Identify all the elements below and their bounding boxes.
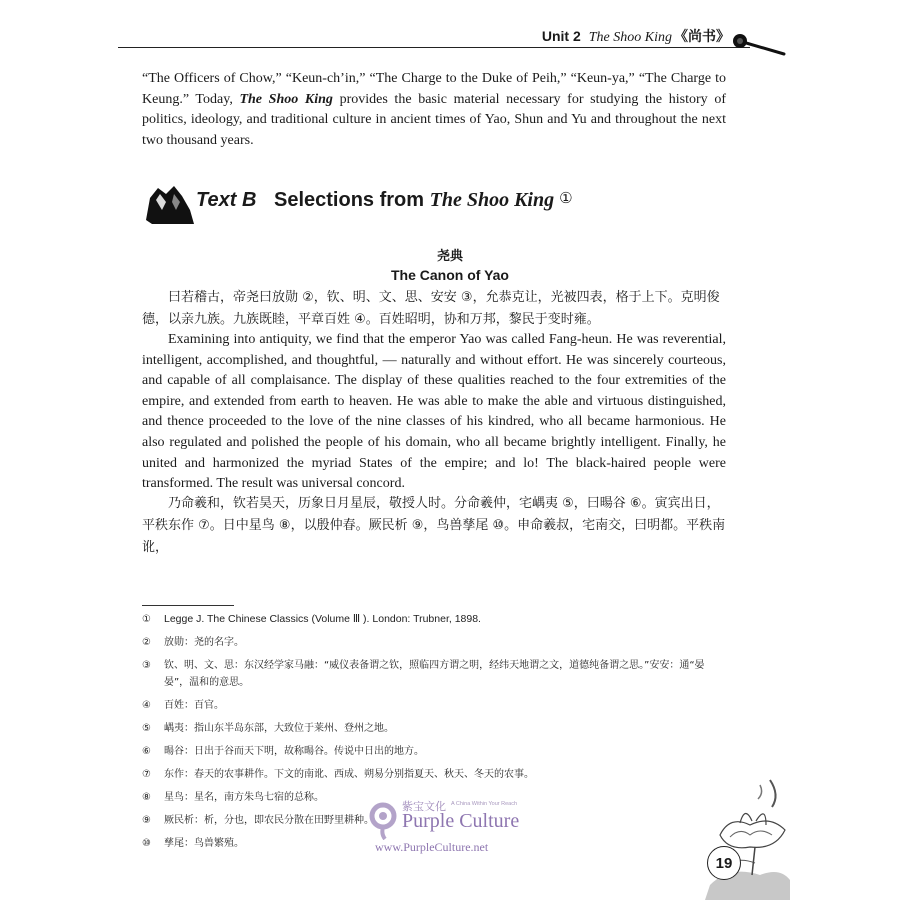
footnote-item: ③ 钦、明、文、思：东汉经学家马融：“威仪表备谓之钦，照临四方谓之明，经纬天地谓之文，道德纯备谓之思。”安安：通“晏晏”，温和的意思。 [142,660,705,688]
brush-icon [726,28,786,58]
footnote-item: ④ 百姓：百官。 [142,700,224,711]
header-unit: Unit 2 [541,28,581,44]
header-title-cn: 《尚书》 [674,30,730,45]
section-heading [144,178,744,226]
page-number-badge [707,846,741,880]
watermark-url: www.PurpleCulture.net [375,840,489,854]
footnote-item: ⑨ 厥民析：析，分也，即农民分散在田野里耕种。 [142,815,374,826]
page-number: 19 [715,854,733,872]
watermark-tagline: A China Within Your Reach [451,801,518,807]
footnote-rule [142,605,234,606]
footnote-item: ⑥ 暘谷：日出于谷而天下明，故称暘谷。传说中日出的地方。 [142,746,424,757]
footnote-item: ② 放勋：尧的名字。 [142,637,244,648]
header-rule [118,47,750,48]
lotus-illustration-icon [700,775,790,900]
intro-paragraph: “The Officers of Chow,” “Keun-ch’in,” “The Charge to the Duke of Peih,” “Keun-ya,” “The Charge to Keung.” Today, The Shoo King provides the basic material necessary for studying the history of politics, ideology, and traditional culture in ancient times of Yao, Shun and Yu and throughout the next two thousand years. [142,71,726,148]
footnote-item: ① Legge J. The Chinese Classics (Volume Ⅲ ). London: Trubner, 1898. [142,613,481,625]
footnote-item: ⑦ 东作：春天的农事耕作。下文的南讹、西成、朔易分别指夏天、秋天、冬天的农事。 [142,769,534,780]
header-title: The Shoo King [588,30,672,45]
watermark-brand: Purple Culture [402,810,520,832]
section-title: Selections from The Shoo King ① [274,189,573,211]
running-header [542,26,730,46]
canon-title-cn: 尧典 [436,249,463,264]
canon-title-en: The Canon of Yao [391,267,509,283]
purple-culture-logo-icon [367,800,399,840]
footnote-item: ⑧ 星鸟：星名，南方朱鸟七宿的总称。 [142,792,324,803]
chinese-paragraph-2: 乃命羲和，钦若昊天，历象日月星辰，敬授人时。分命羲仲，宅嵎夷 ⑤，曰暘谷 ⑥。寅宾出日，平秩东作 ⑦。日中星鸟 ⑧，以殷仲春。厥民析 ⑨，鸟兽孳尾 ⑩。申命羲叔，宅南交，曰明都。平秩南讹， [142,496,726,555]
watermark-brand-cn: 紫宝文化 [402,800,446,813]
purple-culture-watermark [367,796,597,866]
section-label: Text B [196,189,257,211]
footnote-item: ⑩ 孳尾：鸟兽繁殖。 [142,838,244,849]
chinese-paragraph-1: 曰若稽古，帝尧曰放勋 ②，钦、明、文、思、安安 ③，允恭克让，光被四表，格于上下。克明俊德，以亲九族。九族既睦，平章百姓 ④。百姓昭明，协和万邦，黎民于变时雍。 [142,290,720,327]
english-paragraph: Examining into antiquity, we find that the emperor Yao was called Fang-heun. He was reverential, intelligent, accomplished, and thoughtful, — naturally and without effort. He was sincerely courteous, and capable of all complaisance. The display of these qualities reached to the four extremities of the empire, and extended from earth to heaven. He was able to make the able and virtuous distinguished, and thence proceeded to the love of the nine classes of his kindred, who all became harmonious. He also regulated and polished the people of his domain, who all became brightly intelligent. Finally, he united and harmonized the myriad States of the empire; and lo! The black-haired people were transformed. The result was universal concord. [142,332,726,492]
mountain-stone-icon [144,180,196,226]
intro-book-title: The Shoo King [239,91,333,107]
footnote-item: ⑤ 嵎夷：指山东半岛东部，大致位于莱州、登州之地。 [142,723,394,734]
